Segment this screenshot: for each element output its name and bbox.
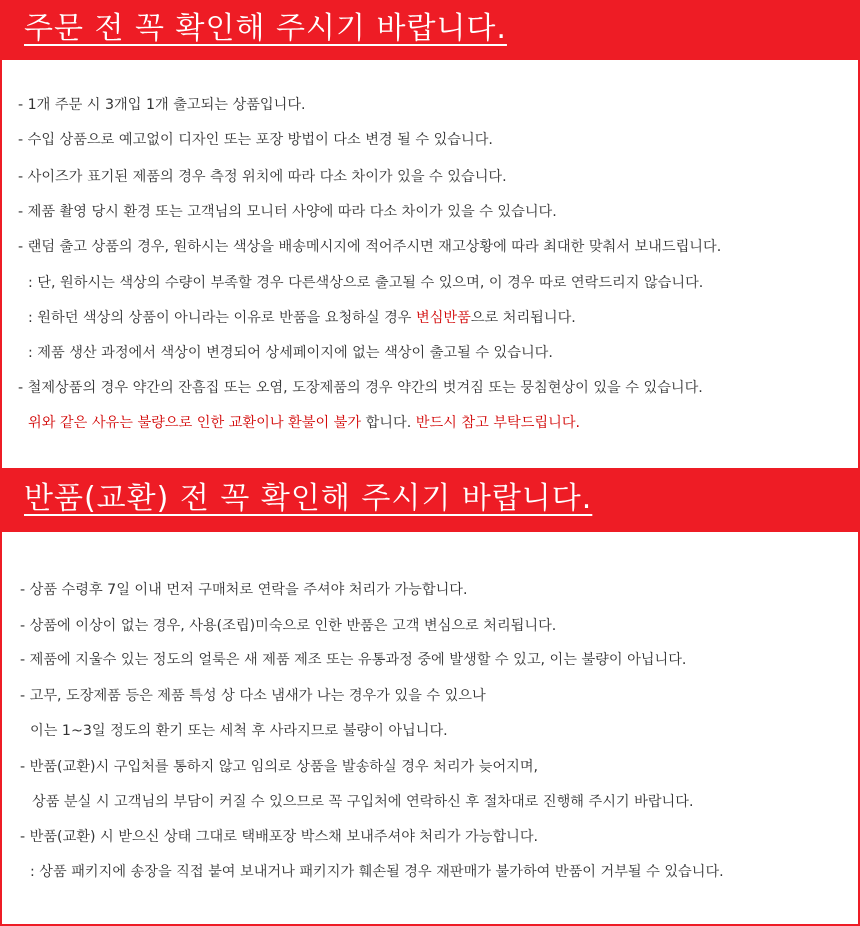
order-notice-line-1: - 1개 주문 시 3개입 1개 출고되는 상품입니다. bbox=[18, 97, 306, 113]
return-notice-line-3: - 제품에 지울수 있는 정도의 얼룩은 새 제품 제조 또는 유통과정 중에 발생할 수 있고, 이는 불량이 아닙니다. bbox=[20, 652, 687, 668]
change-of-mind-return-highlight: 변심반품 bbox=[416, 310, 471, 326]
return-notice-line-9: : 상품 패키지에 송장을 직접 붙여 보내거나 패키지가 훼손될 경우 재판매가 불가하여 반품이 거부될 수 있습니다. bbox=[30, 864, 724, 880]
order-notice-line-4: - 제품 촬영 당시 환경 또는 고객님의 모니터 사양에 따라 다소 차이가 있을 수 있습니다. bbox=[18, 204, 557, 220]
order-notice-header bbox=[0, 0, 860, 58]
order-notice-line-5: - 랜덤 출고 상품의 경우, 원하시는 색상을 배송메시지에 적어주시면 재고상황에 따라 최대한 맞춰서 보내드립니다. bbox=[18, 239, 722, 255]
return-notice-line-5: 이는 1~3일 정도의 환기 또는 세척 후 사라지므로 불량이 아닙니다. bbox=[30, 723, 448, 739]
return-notice-line-2: - 상품에 이상이 없는 경우, 사용(조립)미숙으로 인한 반품은 고객 변심으로 처리됩니다. bbox=[20, 618, 557, 634]
order-notice-line-6: : 단, 원하시는 색상의 수량이 부족할 경우 다른색상으로 출고될 수 있으며, 이 경우 따로 연락드리지 않습니다. bbox=[28, 275, 704, 291]
return-notice-section bbox=[0, 470, 860, 926]
order-notice-line-9: - 철제상품의 경우 약간의 잔흠집 또는 오염, 도장제품의 경우 약간의 벗겨짐 또는 뭉침현상이 있을 수 있습니다. bbox=[18, 380, 703, 396]
return-notice-line-7: 상품 분실 시 고객님의 부담이 커질 수 있으므로 꼭 구입처에 연락하신 후 절차대로 진행해 주시기 바랍니다. bbox=[32, 794, 694, 810]
return-notice-line-6: - 반품(교환)시 구입처를 통하지 않고 임의로 상품을 발송하실 경우 처리가 늦어지며, bbox=[20, 759, 539, 775]
order-notice-line-8: : 제품 생산 과정에서 색상이 변경되어 상세페이지에 없는 색상이 출고될 수 있습니다. bbox=[28, 345, 553, 361]
order-notice-title: 주문 전 꼭 확인해 주시기 바랍니다. bbox=[24, 11, 507, 46]
return-notice-line-1: - 상품 수령후 7일 이내 먼저 구매처로 연락을 주셔야 처리가 가능합니다. bbox=[20, 582, 468, 598]
order-notice-warning: 위와 같은 사유는 불량으로 인한 교환이나 환불이 불가 합니다. 반드시 참고 부탁드립니다. bbox=[28, 415, 581, 431]
order-notice-line-7: : 원하던 색상의 상품이 아니라는 이유로 반품을 요청하실 경우 변심반품으로 처리됩니다. bbox=[28, 310, 576, 326]
return-notice-title: 반품(교환) 전 꼭 확인해 주시기 바랍니다. bbox=[24, 481, 593, 516]
return-notice-body bbox=[2, 532, 858, 924]
order-notice-line-3: - 사이즈가 표기된 제품의 경우 측정 위치에 따라 다소 차이가 있을 수 있습니다. bbox=[18, 169, 507, 185]
order-notice-body bbox=[2, 60, 858, 468]
return-notice-header bbox=[0, 470, 860, 528]
return-notice-line-8: - 반품(교환) 시 받으신 상태 그대로 택배포장 박스채 보내주셔야 처리가 가능합니다. bbox=[20, 829, 539, 845]
return-notice-line-4: - 고무, 도장제품 등은 제품 특성 상 다소 냄새가 나는 경우가 있을 수 있으나 bbox=[20, 688, 486, 704]
order-notice-line-2: - 수입 상품으로 예고없이 디자인 또는 포장 방법이 다소 변경 될 수 있습니다. bbox=[18, 132, 493, 148]
